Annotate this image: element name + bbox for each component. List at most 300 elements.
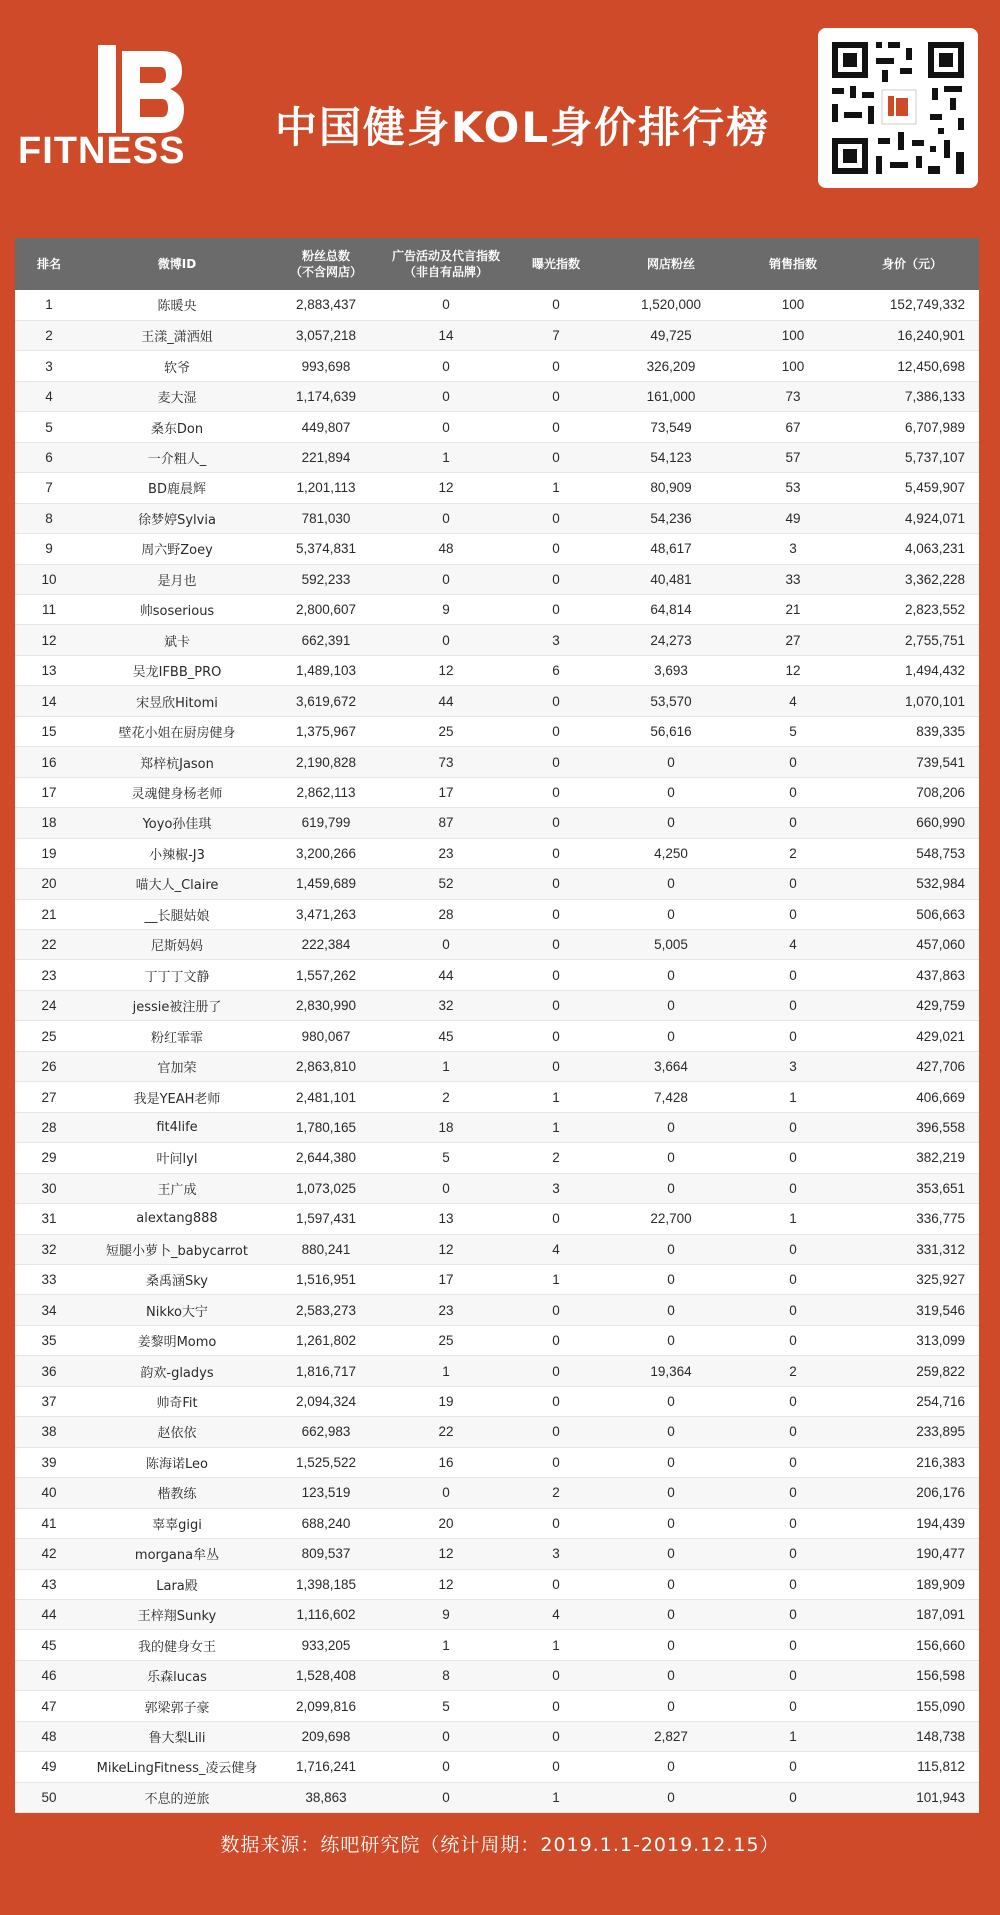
table-cell: 24,273 (601, 625, 741, 655)
table-cell: 6 (15, 442, 83, 472)
table-cell: 0 (741, 1112, 845, 1142)
column-header-label: 微博ID (157, 257, 197, 271)
table-cell: 粉红霏霏 (83, 1021, 271, 1051)
table-cell: 灵魂健身杨老师 (83, 777, 271, 807)
table-cell: 软爷 (83, 351, 271, 381)
table-cell: 2,755,751 (845, 625, 979, 655)
table-cell: 3 (511, 1539, 601, 1569)
table-cell: 2 (381, 1082, 511, 1112)
table-cell: 0 (511, 1721, 601, 1751)
table-cell: 56,616 (601, 716, 741, 746)
table-cell: 周六野Zoey (83, 534, 271, 564)
table-cell: 1,520,000 (601, 290, 741, 320)
table-cell: 1,780,165 (271, 1112, 381, 1142)
table-cell: 1 (511, 1265, 601, 1295)
table-row (15, 381, 979, 411)
table-cell: 148,738 (845, 1721, 979, 1751)
table-cell: 桑东Don (83, 412, 271, 442)
table-cell: 麦大湿 (83, 381, 271, 411)
table-cell: alextang888 (83, 1204, 271, 1234)
table-cell: 4 (511, 1599, 601, 1629)
table-cell: 2,830,990 (271, 990, 381, 1020)
table-cell: 7 (15, 473, 83, 503)
table-cell: 1,716,241 (271, 1752, 381, 1782)
table-cell: 17 (381, 777, 511, 807)
table-cell: 2,800,607 (271, 595, 381, 625)
table-cell: 0 (381, 564, 511, 594)
table-row (15, 990, 979, 1020)
table-cell: 0 (741, 1386, 845, 1416)
table-row (15, 1691, 979, 1721)
table-row (15, 412, 979, 442)
table-cell: 0 (511, 1660, 601, 1690)
table-cell: 49 (741, 503, 845, 533)
table-cell: 2,862,113 (271, 777, 381, 807)
table-cell: 4,250 (601, 838, 741, 868)
table-cell: 一介粗人_ (83, 442, 271, 472)
table-cell: 382,219 (845, 1143, 979, 1173)
table-cell: 619,799 (271, 808, 381, 838)
table-cell: 33 (15, 1265, 83, 1295)
table-cell: 0 (381, 412, 511, 442)
table-cell: 739,541 (845, 747, 979, 777)
table-cell: 12,450,698 (845, 351, 979, 381)
table-cell: 0 (381, 503, 511, 533)
table-cell: 0 (511, 442, 601, 472)
table-cell: 0 (511, 1051, 601, 1081)
table-cell: 155,090 (845, 1691, 979, 1721)
table-row (15, 1539, 979, 1569)
table-cell: 0 (741, 808, 845, 838)
table-cell: 宋昱欣Hitomi (83, 686, 271, 716)
table-cell: 325,927 (845, 1265, 979, 1295)
table-cell: 24 (15, 990, 83, 1020)
table-cell: 14 (381, 320, 511, 350)
table-cell: 25 (381, 1325, 511, 1355)
table-row (15, 1386, 979, 1416)
table-cell: 17 (15, 777, 83, 807)
table-cell: 0 (511, 534, 601, 564)
table-cell: 29 (15, 1143, 83, 1173)
table-cell: 36 (15, 1356, 83, 1386)
table-cell: 0 (741, 1752, 845, 1782)
table-cell: 688,240 (271, 1508, 381, 1538)
column-header (601, 238, 741, 290)
table-row (15, 1752, 979, 1782)
table-cell: 0 (741, 1478, 845, 1508)
table-row (15, 1478, 979, 1508)
table-cell: 31 (15, 1204, 83, 1234)
logo-text: FITNESS (18, 130, 186, 172)
table-cell: 0 (741, 1539, 845, 1569)
table-cell: 32 (15, 1234, 83, 1264)
table-cell: 1,525,522 (271, 1447, 381, 1477)
table-cell: 73 (741, 381, 845, 411)
table-row (15, 503, 979, 533)
column-header-note: （非自有品牌） (403, 265, 488, 279)
table-cell: 0 (601, 1173, 741, 1203)
column-header (381, 238, 511, 290)
table-cell: 20 (381, 1508, 511, 1538)
table-row (15, 1599, 979, 1629)
table-cell: 10 (15, 564, 83, 594)
table-cell: 32 (381, 990, 511, 1020)
table-cell: 17 (381, 1265, 511, 1295)
table-cell: 28 (15, 1112, 83, 1142)
table-cell: 22 (381, 1417, 511, 1447)
table-row (15, 320, 979, 350)
table-cell: 5,459,907 (845, 473, 979, 503)
table-cell: 27 (741, 625, 845, 655)
table-cell: 0 (381, 381, 511, 411)
table-cell: 5 (741, 716, 845, 746)
table-cell: 3,362,228 (845, 564, 979, 594)
table-cell: 880,241 (271, 1234, 381, 1264)
table-row (15, 838, 979, 868)
table-cell: 帅奇Fit (83, 1386, 271, 1416)
table-cell: 0 (381, 930, 511, 960)
table-cell: 0 (741, 1782, 845, 1812)
table-cell: 1 (381, 1630, 511, 1660)
table-cell: 9 (381, 595, 511, 625)
table-cell: 辜辜gigi (83, 1508, 271, 1538)
table-cell: 19,364 (601, 1356, 741, 1386)
table-row (15, 1721, 979, 1751)
table-row (15, 625, 979, 655)
table-cell: 4,924,071 (845, 503, 979, 533)
table-cell: 206,176 (845, 1478, 979, 1508)
column-header (845, 238, 979, 290)
table-cell: 叶问lyl (83, 1143, 271, 1173)
table-cell: 11 (15, 595, 83, 625)
table-cell: 313,099 (845, 1325, 979, 1355)
table-cell: 0 (511, 930, 601, 960)
table-cell: 1,174,639 (271, 381, 381, 411)
table-cell: 0 (511, 716, 601, 746)
table-cell: 7,428 (601, 1082, 741, 1112)
table-cell: 25 (15, 1021, 83, 1051)
table-cell: 1,816,717 (271, 1356, 381, 1386)
table-cell: 0 (741, 1143, 845, 1173)
table-cell: 0 (601, 1386, 741, 1416)
table-cell: 48 (381, 534, 511, 564)
table-cell: 4 (741, 930, 845, 960)
table-cell: 0 (511, 381, 601, 411)
table-cell: 25 (381, 716, 511, 746)
table-cell: 0 (381, 1782, 511, 1812)
table-row (15, 473, 979, 503)
table-cell: 0 (741, 1173, 845, 1203)
table-cell: 73 (381, 747, 511, 777)
table-cell: 429,759 (845, 990, 979, 1020)
table-cell: 王广成 (83, 1173, 271, 1203)
table-cell: 0 (741, 1569, 845, 1599)
table-cell: 9 (381, 1599, 511, 1629)
column-header (83, 238, 271, 290)
table-cell: 1,494,432 (845, 655, 979, 685)
table-row (15, 686, 979, 716)
table-cell: 0 (511, 1447, 601, 1477)
ranking-table (15, 238, 979, 1813)
table-row (15, 899, 979, 929)
table-cell: 2 (741, 1356, 845, 1386)
table-cell: 0 (741, 1417, 845, 1447)
table-cell: 1,116,602 (271, 1599, 381, 1629)
table-cell: 姜黎明Momo (83, 1325, 271, 1355)
table-cell: 0 (511, 595, 601, 625)
table-cell: 64,814 (601, 595, 741, 625)
table-row (15, 1143, 979, 1173)
table-cell: 2,099,816 (271, 1691, 381, 1721)
column-header-label: 销售指数 (768, 257, 817, 271)
table-row (15, 290, 979, 320)
table-cell: 1,516,951 (271, 1265, 381, 1295)
table-cell: 161,000 (601, 381, 741, 411)
table-cell: 我的健身女王 (83, 1630, 271, 1660)
table-cell: 0 (601, 1265, 741, 1295)
table-cell: Yoyo孙佳琪 (83, 808, 271, 838)
table-cell: 49 (15, 1752, 83, 1782)
table-row (15, 1204, 979, 1234)
table-cell: 0 (601, 1691, 741, 1721)
table-cell: 0 (511, 777, 601, 807)
table-cell: 54,236 (601, 503, 741, 533)
table-cell: 乐森lucas (83, 1660, 271, 1690)
table-cell: 152,749,332 (845, 290, 979, 320)
table-cell: 23 (15, 960, 83, 990)
table-cell: 0 (601, 1325, 741, 1355)
table-row (15, 655, 979, 685)
table-cell: 0 (511, 1204, 601, 1234)
table-cell: 1 (511, 1112, 601, 1142)
column-header-label: 身价（元） (881, 257, 942, 271)
table-cell: 王梓翔Sunky (83, 1599, 271, 1629)
table-cell: 1 (741, 1204, 845, 1234)
table-cell: Lara殿 (83, 1569, 271, 1599)
table-cell: 12 (15, 625, 83, 655)
table-cell: 陈暖央 (83, 290, 271, 320)
table-cell: 54,123 (601, 442, 741, 472)
table-cell: 331,312 (845, 1234, 979, 1264)
table-cell: 0 (601, 1539, 741, 1569)
table-cell: 221,894 (271, 442, 381, 472)
table-cell: 100 (741, 351, 845, 381)
table-cell: __长腿姑娘 (83, 899, 271, 929)
table-cell: 0 (381, 1173, 511, 1203)
table-cell: 0 (511, 1325, 601, 1355)
table-cell: 0 (511, 1386, 601, 1416)
table-cell: 809,537 (271, 1539, 381, 1569)
table-cell: 0 (511, 1021, 601, 1051)
table-cell: 0 (741, 1508, 845, 1538)
table-cell: 0 (511, 1417, 601, 1447)
table-cell: 38,863 (271, 1782, 381, 1812)
table-cell: 427,706 (845, 1051, 979, 1081)
table-cell: 1 (511, 1630, 601, 1660)
table-cell: 19 (15, 838, 83, 868)
table-cell: 429,021 (845, 1021, 979, 1051)
table-row (15, 1630, 979, 1660)
table-cell: 0 (601, 1630, 741, 1660)
table-cell: 73,549 (601, 412, 741, 442)
table-cell: 5,374,831 (271, 534, 381, 564)
table-cell: 0 (381, 1752, 511, 1782)
qr-code-icon (818, 28, 978, 188)
table-row (15, 716, 979, 746)
table-cell: 郑梓杭Jason (83, 747, 271, 777)
table-cell: 3,693 (601, 655, 741, 685)
table-cell: 0 (381, 290, 511, 320)
table-cell: 26 (15, 1051, 83, 1081)
table-cell: 0 (511, 838, 601, 868)
column-header-label: 网店粉丝 (646, 257, 695, 271)
table-row (15, 351, 979, 381)
table-cell: 2,823,552 (845, 595, 979, 625)
table-cell: 0 (601, 1143, 741, 1173)
table-cell: 437,863 (845, 960, 979, 990)
table-cell: 2,094,324 (271, 1386, 381, 1416)
table-cell: 101,943 (845, 1782, 979, 1812)
table-cell: 40,481 (601, 564, 741, 594)
table-cell: 5 (15, 412, 83, 442)
table-cell: 2,190,828 (271, 747, 381, 777)
table-body (15, 290, 979, 1813)
table-cell: 0 (511, 1508, 601, 1538)
table-cell: 21 (741, 595, 845, 625)
table-cell: 赵依依 (83, 1417, 271, 1447)
table-cell: 933,205 (271, 1630, 381, 1660)
table-cell: MikeLingFitness_凌云健身 (83, 1752, 271, 1782)
table-cell: 7,386,133 (845, 381, 979, 411)
table-cell: 209,698 (271, 1721, 381, 1751)
table-cell: 100 (741, 320, 845, 350)
column-header (15, 238, 83, 290)
table-cell: 19 (381, 1386, 511, 1416)
table-cell: 1,597,431 (271, 1204, 381, 1234)
table-row (15, 1782, 979, 1812)
table-cell: 9 (15, 534, 83, 564)
table-cell: 194,439 (845, 1508, 979, 1538)
table-cell: 4,063,231 (845, 534, 979, 564)
table-cell: 37 (15, 1386, 83, 1416)
table-row (15, 564, 979, 594)
table-cell: 660,990 (845, 808, 979, 838)
table-cell: 0 (741, 869, 845, 899)
table-cell: 12 (381, 655, 511, 685)
table-row (15, 1295, 979, 1325)
table-cell: 662,983 (271, 1417, 381, 1447)
table-cell: 楷教练 (83, 1478, 271, 1508)
table-cell: 44 (15, 1599, 83, 1629)
table-cell: 190,477 (845, 1539, 979, 1569)
table-row (15, 1508, 979, 1538)
column-header (271, 238, 381, 290)
table-cell: 0 (511, 1356, 601, 1386)
table-row (15, 747, 979, 777)
table-row (15, 442, 979, 472)
table-cell: 5,737,107 (845, 442, 979, 472)
table-cell: 189,909 (845, 1569, 979, 1599)
table-cell: 216,383 (845, 1447, 979, 1477)
table-cell: 12 (381, 473, 511, 503)
table-cell: 12 (381, 1539, 511, 1569)
table-cell: morgana牟丛 (83, 1539, 271, 1569)
table-cell: 50 (15, 1782, 83, 1812)
table-cell: 1,557,262 (271, 960, 381, 990)
table-cell: 3 (741, 534, 845, 564)
table-cell: 23 (381, 838, 511, 868)
table-cell: 1,489,103 (271, 655, 381, 685)
table-cell: 21 (15, 899, 83, 929)
table-cell: 15 (15, 716, 83, 746)
table-row (15, 1356, 979, 1386)
column-header-note: （不含网店） (289, 265, 362, 279)
table-cell: 0 (601, 1752, 741, 1782)
table-cell: fit4life (83, 1112, 271, 1142)
table-cell: jessie被注册了 (83, 990, 271, 1020)
table-cell: 123,519 (271, 1478, 381, 1508)
table-cell: 2 (511, 1143, 601, 1173)
table-cell: 4 (741, 686, 845, 716)
table-cell: 0 (511, 503, 601, 533)
table-cell: 是月也 (83, 564, 271, 594)
table-cell: 980,067 (271, 1021, 381, 1051)
table-cell: 0 (741, 1599, 845, 1629)
table-cell: 506,663 (845, 899, 979, 929)
table-cell: 帅soserious (83, 595, 271, 625)
table-cell: 王漾_潇洒姐 (83, 320, 271, 350)
table-cell: 592,233 (271, 564, 381, 594)
table-cell: 0 (601, 1569, 741, 1599)
table-cell: 1 (381, 1356, 511, 1386)
column-header-label: 曝光指数 (531, 257, 580, 271)
table-row (15, 595, 979, 625)
table-cell: 156,660 (845, 1630, 979, 1660)
table-cell: 小辣椒-J3 (83, 838, 271, 868)
table-cell: 1 (741, 1082, 845, 1112)
table-cell: 57 (741, 442, 845, 472)
table-cell: 3,664 (601, 1051, 741, 1081)
table-cell: 12 (741, 655, 845, 685)
table-cell: 0 (381, 1478, 511, 1508)
table-cell: 41 (15, 1508, 83, 1538)
table-cell: 1,070,101 (845, 686, 979, 716)
table-cell: 3,471,263 (271, 899, 381, 929)
table-cell: 781,030 (271, 503, 381, 533)
column-header (741, 238, 845, 290)
table-cell: 斌卡 (83, 625, 271, 655)
table-cell: 13 (381, 1204, 511, 1234)
table-cell: 1 (511, 473, 601, 503)
table-cell: 0 (601, 960, 741, 990)
table-cell: 548,753 (845, 838, 979, 868)
table-cell: 67 (741, 412, 845, 442)
table-cell: 0 (381, 1721, 511, 1751)
table-cell: 0 (511, 290, 601, 320)
table-cell: 0 (511, 899, 601, 929)
table-cell: 3 (741, 1051, 845, 1081)
table-cell: 0 (601, 747, 741, 777)
table-cell: BD鹿晨辉 (83, 473, 271, 503)
column-header-label: 广告活动及代言指数 (391, 249, 500, 263)
table-cell: 16 (15, 747, 83, 777)
table-cell: 韵欢-gladys (83, 1356, 271, 1386)
table-row (15, 1569, 979, 1599)
table-cell: 44 (381, 686, 511, 716)
table-cell: 993,698 (271, 351, 381, 381)
table-cell: 0 (601, 777, 741, 807)
table-row (15, 1234, 979, 1264)
